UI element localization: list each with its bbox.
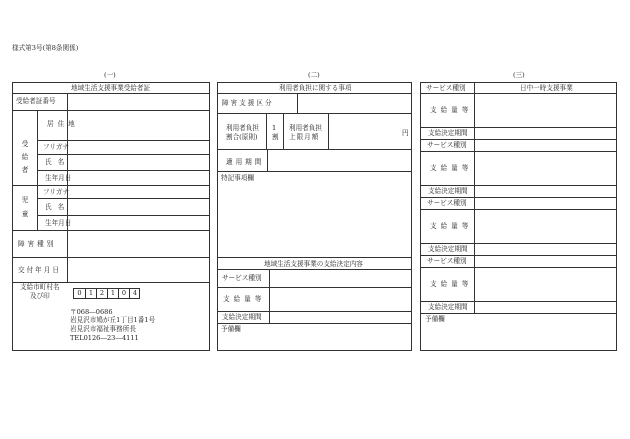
- p3-reserve-label: 予備欄: [425, 315, 445, 323]
- p2-amount-label: 支給量等: [223, 295, 266, 303]
- code-digit: 1: [85, 289, 96, 298]
- address-line: 岩見沢市鳩が丘1丁目1番1号: [70, 316, 156, 324]
- child-furigana-label: フリガナ: [43, 188, 70, 196]
- address-line: TEL0126―23―4111: [70, 334, 139, 342]
- period-label: 適用期間: [226, 158, 265, 166]
- p3-decision-period-3: 支給決定期間: [428, 245, 468, 253]
- burden-ratio-value: 1: [272, 124, 277, 132]
- panel2-burden: [217, 82, 412, 351]
- code-digit: 2: [96, 289, 107, 298]
- furigana-label: フリガナ: [43, 143, 70, 151]
- address-line: 〒068―0686: [70, 308, 113, 316]
- p3-decision-period-1: 支給決定期間: [428, 129, 468, 137]
- code-digit: 1: [107, 289, 118, 298]
- yen-unit: 円: [402, 129, 409, 137]
- p2-decision-period-label: 支給決定期間: [222, 313, 262, 321]
- p3-decision-period-4: 支給決定期間: [428, 303, 468, 311]
- panel1-certificate: [12, 82, 210, 351]
- panel1-header: 地域生活支援事業受給者証: [71, 84, 151, 92]
- name-label: 氏名: [45, 158, 71, 166]
- panel3-services: [420, 82, 617, 351]
- panel2-header: 利用者負担に関する事項: [279, 84, 352, 92]
- municipality-label-1: 支給市町村名: [20, 283, 60, 291]
- birthdate-label: 生年月日: [45, 174, 72, 182]
- burden-limit-label-2: 上限月額: [289, 133, 320, 141]
- special-notes-label: 特記事項欄: [221, 174, 254, 182]
- p3-service-type-value: 日中一時支援事業: [520, 84, 573, 92]
- municipality-code: [73, 288, 140, 299]
- code-digit: 0: [118, 289, 129, 298]
- decision-header: 地域生活支援事業の支給決定内容: [264, 260, 363, 268]
- disability-type-label: 障害種別: [18, 240, 57, 248]
- address-line: 岩見沢市福祉事務所長: [70, 325, 136, 333]
- p3-service-type-label: サービス種別: [426, 84, 466, 92]
- residence-label: 居住地: [47, 120, 79, 128]
- p2-service-type-label: サービス種別: [222, 274, 262, 282]
- burden-ratio-unit: 割: [272, 133, 279, 141]
- p3-amount-label-1: 支給量等: [430, 106, 473, 114]
- child-birthdate-label: 生年月日: [45, 219, 72, 227]
- panel1-tag: (一): [104, 71, 116, 79]
- code-digit: 4: [129, 289, 140, 298]
- p3-amount-label-2: 支給量等: [430, 164, 473, 172]
- issue-date-label: 交付年月日: [18, 266, 61, 274]
- p3-amount-label-3: 支給量等: [430, 222, 473, 230]
- child-label: 児童: [21, 196, 29, 218]
- burden-limit-label-1: 利用者負担: [289, 124, 322, 132]
- cert-number-label: 受給者証番号: [16, 97, 56, 105]
- burden-ratio-label-1: 利用者負担: [226, 124, 259, 132]
- support-category-label: 障害支援区分: [222, 99, 274, 107]
- child-name-label: 氏名: [45, 203, 71, 211]
- panel2-tag: (二): [308, 71, 320, 79]
- p3-amount-label-4: 支給量等: [430, 280, 473, 288]
- municipality-label-2: 及び印: [30, 292, 50, 300]
- recipient-label: 受給者: [21, 140, 29, 174]
- p3-service-type-3: サービス種別: [427, 199, 467, 207]
- p3-decision-period-2: 支給決定期間: [428, 187, 468, 195]
- form-title: 様式第3号(第8条関係): [12, 44, 79, 52]
- panel3-tag: (三): [513, 71, 525, 79]
- p2-reserve-label: 予備欄: [221, 325, 241, 333]
- burden-ratio-label-2: 割合(原則): [226, 133, 258, 141]
- p3-service-type-2: サービス種別: [427, 141, 467, 149]
- p3-service-type-4: サービス種別: [427, 257, 467, 265]
- code-digit: 0: [77, 289, 82, 297]
